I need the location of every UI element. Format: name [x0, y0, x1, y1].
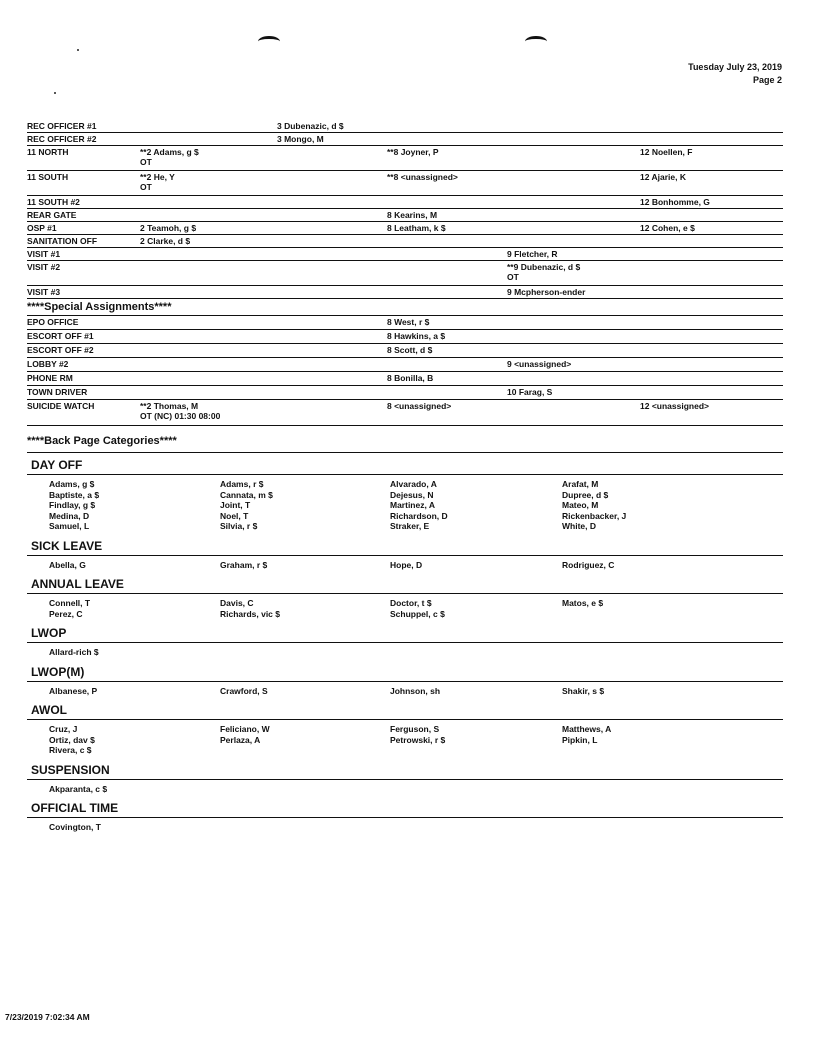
special-assignments-title: ****Special Assignments**** [27, 301, 172, 313]
assignment-note: OT [140, 182, 152, 192]
post-name: REC OFFICER #1 [27, 121, 97, 131]
assignment: 8 Leatham, k $ [387, 223, 446, 233]
post-name: TOWN DRIVER [27, 387, 88, 397]
staff-name: Matthews, A [562, 724, 612, 734]
staff-name: Connell, T [49, 598, 91, 608]
report-date: Tuesday July 23, 2019 [688, 62, 782, 72]
schedule-row [27, 196, 783, 209]
print-timestamp: 7/23/2019 7:02:34 AM [5, 1012, 90, 1022]
assignment: 3 Mongo, M [277, 134, 324, 144]
assignment: 8 Hawkins, a $ [387, 331, 446, 341]
staff-name: Noel, T [220, 510, 249, 521]
category-list [27, 780, 783, 797]
post-name: SANITATION OFF [27, 236, 98, 246]
schedule-row [27, 386, 783, 400]
staff-name: Medina, D [49, 510, 90, 521]
assignment: **8 <unassigned> [387, 172, 458, 182]
staff-name: Richardson, D [390, 510, 448, 521]
post-name: OSP #1 [27, 223, 57, 233]
assignment: 12 Ajarie, K [640, 172, 686, 182]
staff-name: Martinez, A [390, 500, 436, 510]
category-list [27, 818, 783, 835]
scan-speck [77, 49, 79, 51]
staff-name: Rodriguez, C [562, 559, 615, 570]
staff-name: Shakir, s $ [562, 685, 605, 696]
schedule-row [27, 316, 783, 330]
assignment: 8 West, r $ [387, 317, 430, 327]
assignment: 12 Bonhomme, G [640, 197, 710, 207]
category-header [27, 538, 783, 556]
staff-name: Graham, r $ [220, 559, 268, 570]
staff-name: Adams, r $ [220, 479, 264, 489]
hole-punch-mark [525, 36, 547, 47]
category-name: ANNUAL LEAVE [31, 577, 124, 591]
special-assignments-heading-row [27, 299, 783, 316]
post-name: 11 NORTH [27, 147, 69, 157]
schedule-row [27, 344, 783, 358]
category-header [27, 800, 783, 818]
staff-name: Straker, E [390, 521, 430, 531]
staff-name: White, D [562, 521, 596, 531]
schedule-row [27, 222, 783, 235]
staff-name: Samuel, L [49, 521, 90, 531]
schedule-row [27, 235, 783, 248]
post-name: REAR GATE [27, 210, 77, 220]
page-number: Page 2 [752, 75, 782, 85]
assignment: 8 <unassigned> [387, 401, 452, 411]
assignment: 8 Bonilla, B [387, 373, 434, 383]
assignment-note: OT (NC) 01:30 08:00 [140, 411, 221, 421]
category-list [27, 720, 783, 758]
assignment: 12 <unassigned> [640, 401, 709, 411]
scan-speck [54, 92, 56, 94]
schedule-row [27, 372, 783, 386]
staff-name: Perez, C [49, 608, 83, 619]
assignment: 8 Scott, d $ [387, 345, 433, 355]
staff-name: Joint, T [220, 500, 251, 510]
schedule-row [27, 330, 783, 344]
staff-name: Ferguson, S [390, 724, 440, 734]
staff-name: Albanese, P [49, 685, 98, 696]
schedule-row [27, 400, 783, 426]
post-name: PHONE RM [27, 373, 73, 383]
schedule-row [27, 120, 783, 133]
back-page-categories-title: ****Back Page Categories**** [27, 435, 177, 447]
staff-name: Doctor, t $ [390, 598, 432, 608]
category-name: SICK LEAVE [31, 538, 103, 553]
schedule-table [27, 120, 783, 835]
back-page-heading-row [27, 426, 783, 453]
staff-name: Hope, D [390, 559, 423, 570]
assignment: **2 Thomas, M [140, 401, 199, 411]
staff-name: Crawford, S [220, 685, 268, 696]
assignment: **2 He, Y [140, 172, 175, 182]
assignment: 2 Teamoh, g $ [140, 223, 197, 233]
category-header [27, 702, 783, 720]
schedule-row [27, 146, 783, 171]
assignment: **2 Adams, g $ [140, 147, 199, 157]
post-name: ESCORT OFF #2 [27, 345, 94, 355]
category-header [27, 576, 783, 594]
category-header [27, 664, 783, 682]
staff-name: Dupree, d $ [562, 489, 609, 500]
staff-name: Cruz, J [49, 724, 78, 734]
staff-name: Richards, vic $ [220, 608, 281, 619]
schedule-row [27, 248, 783, 261]
post-name: VISIT #1 [27, 249, 61, 259]
staff-name: Abella, G [49, 559, 86, 570]
category-name: LWOP [31, 626, 67, 640]
assignment: 9 Mcpherson-ender [507, 287, 586, 297]
category-list [27, 475, 783, 534]
post-name: SUICIDE WATCH [27, 401, 95, 411]
staff-name: Cannata, m $ [220, 489, 273, 500]
assignment-note: OT [507, 272, 519, 282]
post-name: ESCORT OFF #1 [27, 331, 94, 341]
staff-name: Covington, T [49, 822, 101, 832]
staff-name: Baptiste, a $ [49, 489, 100, 500]
assignment: **8 Joyner, P [387, 147, 439, 157]
staff-name: Alvarado, A [390, 479, 437, 489]
category-list [27, 643, 783, 660]
staff-name: Mateo, M [562, 500, 599, 510]
category-name: AWOL [31, 703, 67, 717]
schedule-row [27, 209, 783, 222]
category-name: DAY OFF [31, 458, 83, 472]
staff-name: Petrowski, r $ [390, 734, 446, 745]
assignment: 12 Noellen, F [640, 147, 693, 157]
assignment-note: OT [140, 157, 152, 167]
post-name: VISIT #2 [27, 262, 61, 272]
post-name: 11 SOUTH [27, 172, 69, 182]
staff-name: Matos, e $ [562, 598, 604, 608]
hole-punch-mark [258, 36, 280, 47]
staff-name: Pipkin, L [562, 734, 598, 745]
staff-name: Rickenbacker, J [562, 510, 627, 521]
staff-name: Perlaza, A [220, 734, 261, 745]
assignment: 3 Dubenazic, d $ [277, 121, 344, 131]
assignment: 9 <unassigned> [507, 359, 572, 369]
staff-name: Arafat, M [562, 479, 599, 489]
staff-name: Schuppel, c $ [390, 608, 445, 619]
staff-name: Adams, g $ [49, 479, 95, 489]
schedule-row [27, 133, 783, 146]
category-header [27, 762, 783, 780]
staff-name: Feliciano, W [220, 724, 270, 734]
category-list [27, 682, 783, 699]
staff-name: Findlay, g $ [49, 500, 96, 510]
staff-name: Ortiz, dav $ [49, 734, 95, 745]
assignment: 8 Kearins, M [387, 210, 438, 220]
staff-name: Allard-rich $ [49, 647, 99, 657]
assignment: 9 Fletcher, R [507, 249, 558, 259]
schedule-row [27, 286, 783, 299]
schedule-row [27, 171, 783, 196]
post-name: EPO OFFICE [27, 317, 79, 327]
post-name: VISIT #3 [27, 287, 61, 297]
category-name: SUSPENSION [31, 762, 110, 777]
staff-name: Davis, C [220, 598, 254, 608]
staff-name: Johnson, sh [390, 685, 441, 696]
assignment: **9 Dubenazic, d $ [507, 262, 581, 272]
staff-name: Silvia, r $ [220, 521, 258, 531]
post-name: 11 SOUTH #2 [27, 197, 80, 207]
category-name: OFFICIAL TIME [31, 801, 119, 815]
category-header [27, 625, 783, 643]
assignment: 12 Cohen, e $ [640, 223, 695, 233]
category-list [27, 594, 783, 621]
staff-name: Dejesus, N [390, 489, 434, 500]
schedule-row [27, 358, 783, 372]
assignment: 10 Farag, S [507, 387, 553, 397]
post-name: LOBBY #2 [27, 359, 69, 369]
staff-name: Akparanta, c $ [49, 783, 108, 794]
staff-name: Rivera, c $ [49, 745, 92, 755]
schedule-row [27, 261, 783, 286]
assignment: 2 Clarke, d $ [140, 236, 191, 246]
category-header [27, 457, 783, 475]
category-list [27, 556, 783, 573]
post-name: REC OFFICER #2 [27, 134, 97, 144]
category-name: LWOP(M) [31, 664, 85, 679]
